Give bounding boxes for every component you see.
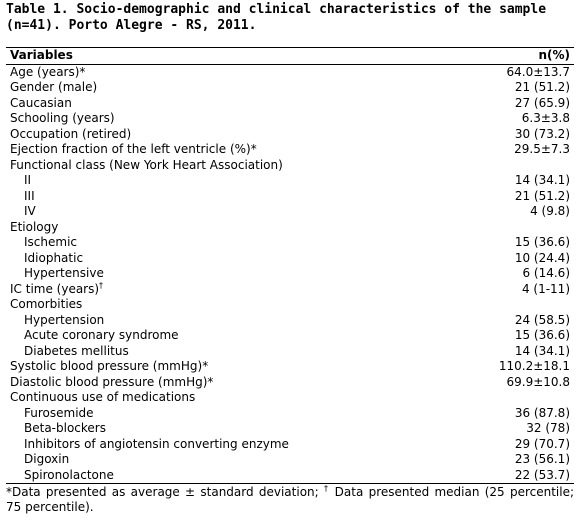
row-label: Comorbities	[10, 297, 83, 311]
footnote-part-2: Data presented median (25 percentile; 75 percentile).	[6, 485, 575, 514]
table-row	[6, 297, 574, 313]
caption-line-1: Table 1. Socio-demographic and clinical characteristics of the sample	[6, 2, 547, 17]
table-footnote	[6, 485, 574, 515]
row-value: 4 (1-11)	[521, 281, 570, 296]
row-label: Inhibitors of angiotensin converting enzyme	[24, 436, 289, 451]
footnote-dagger: †	[323, 484, 330, 493]
row-label-cell	[6, 344, 451, 360]
row-label: IV	[24, 204, 36, 218]
characteristics-table	[6, 47, 574, 484]
table-row	[6, 142, 574, 158]
table-header-row	[6, 48, 574, 65]
table-row	[6, 390, 574, 406]
table-row	[6, 421, 574, 437]
row-label: Systolic blood pressure (mmHg)*	[10, 359, 209, 373]
row-label-cell	[6, 235, 451, 251]
row-label: Beta-blockers	[24, 421, 106, 435]
table-row	[6, 375, 574, 391]
row-label-cell	[6, 282, 451, 298]
row-label-cell	[6, 80, 451, 96]
row-value: 32 (78)	[526, 421, 570, 435]
row-label-cell	[6, 452, 451, 468]
footnote-part-1: *Data presented as average ± standard deviation;	[6, 485, 324, 499]
row-label-cell	[6, 96, 451, 112]
header-n-percent: n(%)	[451, 48, 574, 65]
row-label-cell	[6, 64, 451, 80]
row-label: Schooling (years)	[10, 111, 115, 125]
table-row	[6, 313, 574, 329]
table-row	[6, 173, 574, 189]
row-label: Idiophatic	[24, 250, 84, 265]
table-row	[6, 468, 574, 484]
row-label: Ejection fraction of the left ventricle (%)*	[10, 142, 257, 156]
row-label: Spironolactone	[24, 467, 114, 482]
table-row	[6, 96, 574, 112]
row-value: 6 (14.6)	[522, 266, 570, 280]
row-label-cell	[6, 297, 451, 313]
table-row	[6, 64, 574, 80]
row-label-cell	[6, 266, 451, 282]
row-value: 36 (87.8)	[514, 405, 570, 420]
table-row	[6, 111, 574, 127]
row-value: 15 (36.6)	[514, 328, 570, 342]
table-row	[6, 204, 574, 220]
table-row	[6, 127, 574, 143]
row-value: 24 (58.5)	[514, 312, 570, 327]
table-body	[6, 64, 574, 484]
row-value	[451, 158, 574, 174]
row-value: 110.2±18.1	[498, 359, 570, 373]
row-label-cell	[6, 220, 451, 236]
row-label-cell	[6, 359, 451, 375]
row-value: 30 (73.2)	[514, 126, 570, 141]
table-row	[6, 452, 574, 468]
row-label: Diastolic blood pressure (mmHg)*	[10, 374, 214, 389]
row-label: III	[24, 188, 35, 203]
row-label-cell	[6, 189, 451, 205]
table-row	[6, 282, 574, 298]
table-row	[6, 251, 574, 267]
row-label-cell	[6, 251, 451, 267]
row-label: Furosemide	[24, 405, 94, 420]
row-label: Digoxin	[24, 452, 70, 466]
table-row	[6, 344, 574, 360]
row-value	[451, 220, 574, 236]
row-label: Hypertension	[24, 312, 105, 327]
row-value	[451, 390, 574, 406]
row-label-cell	[6, 390, 451, 406]
table-row	[6, 406, 574, 422]
row-label: Age (years)*	[10, 64, 86, 79]
row-label-cell	[6, 406, 451, 422]
row-label: Continuous use of medications	[10, 390, 196, 404]
row-label-cell	[6, 173, 451, 189]
table-row	[6, 220, 574, 236]
row-label: II	[24, 173, 32, 187]
table-row	[6, 437, 574, 453]
row-label-cell	[6, 437, 451, 453]
row-value: 21 (51.2)	[514, 188, 570, 203]
table-caption	[6, 2, 574, 34]
row-value: 69.9±10.8	[506, 374, 570, 389]
row-label-cell	[6, 142, 451, 158]
row-value: 22 (53.7)	[451, 468, 574, 484]
table-row	[6, 158, 574, 174]
row-label-cell	[6, 421, 451, 437]
table-row	[6, 189, 574, 205]
row-label-cell	[6, 313, 451, 329]
row-label: Gender (male)	[10, 80, 98, 94]
row-label: Caucasian	[10, 95, 72, 110]
row-label-cell	[6, 204, 451, 220]
row-label: Hypertensive	[24, 266, 104, 280]
row-value: 23 (56.1)	[514, 452, 570, 466]
table-row	[6, 328, 574, 344]
row-label-cell	[6, 158, 451, 174]
row-label-cell	[6, 127, 451, 143]
row-value: 29.5±7.3	[514, 142, 570, 156]
row-value: 6.3±3.8	[521, 111, 570, 125]
row-value: 27 (65.9)	[514, 95, 570, 110]
row-label: IC time (years)	[10, 281, 100, 296]
row-value: 10 (24.4)	[514, 250, 570, 265]
row-label: Acute coronary syndrome	[24, 328, 179, 342]
table-row	[6, 359, 574, 375]
row-label-cell	[6, 468, 451, 484]
table-row	[6, 235, 574, 251]
row-value: 21 (51.2)	[514, 80, 570, 94]
row-value: 4 (9.8)	[530, 204, 570, 218]
caption-line-2: (n=41). Porto Alegre - RS, 2011.	[6, 18, 257, 33]
row-label: Occupation (retired)	[10, 126, 132, 141]
row-label-cell	[6, 328, 451, 344]
table-row	[6, 266, 574, 282]
row-value: 29 (70.7)	[514, 436, 570, 451]
row-value: 15 (36.6)	[514, 235, 570, 249]
header-variables: Variables	[6, 48, 451, 65]
row-value: 14 (34.1)	[514, 173, 570, 187]
table-row	[6, 80, 574, 96]
row-label: Etiology	[10, 219, 59, 234]
row-value: 14 (34.1)	[514, 343, 570, 358]
row-label: Functional class (New York Heart Association)	[10, 157, 283, 172]
row-label-dagger: †	[99, 280, 104, 290]
row-label: Diabetes mellitus	[24, 343, 129, 358]
row-label-cell	[6, 375, 451, 391]
row-value: 64.0±13.7	[506, 64, 570, 79]
row-label-cell	[6, 111, 451, 127]
row-value	[451, 297, 574, 313]
row-label: Ischemic	[24, 235, 77, 249]
